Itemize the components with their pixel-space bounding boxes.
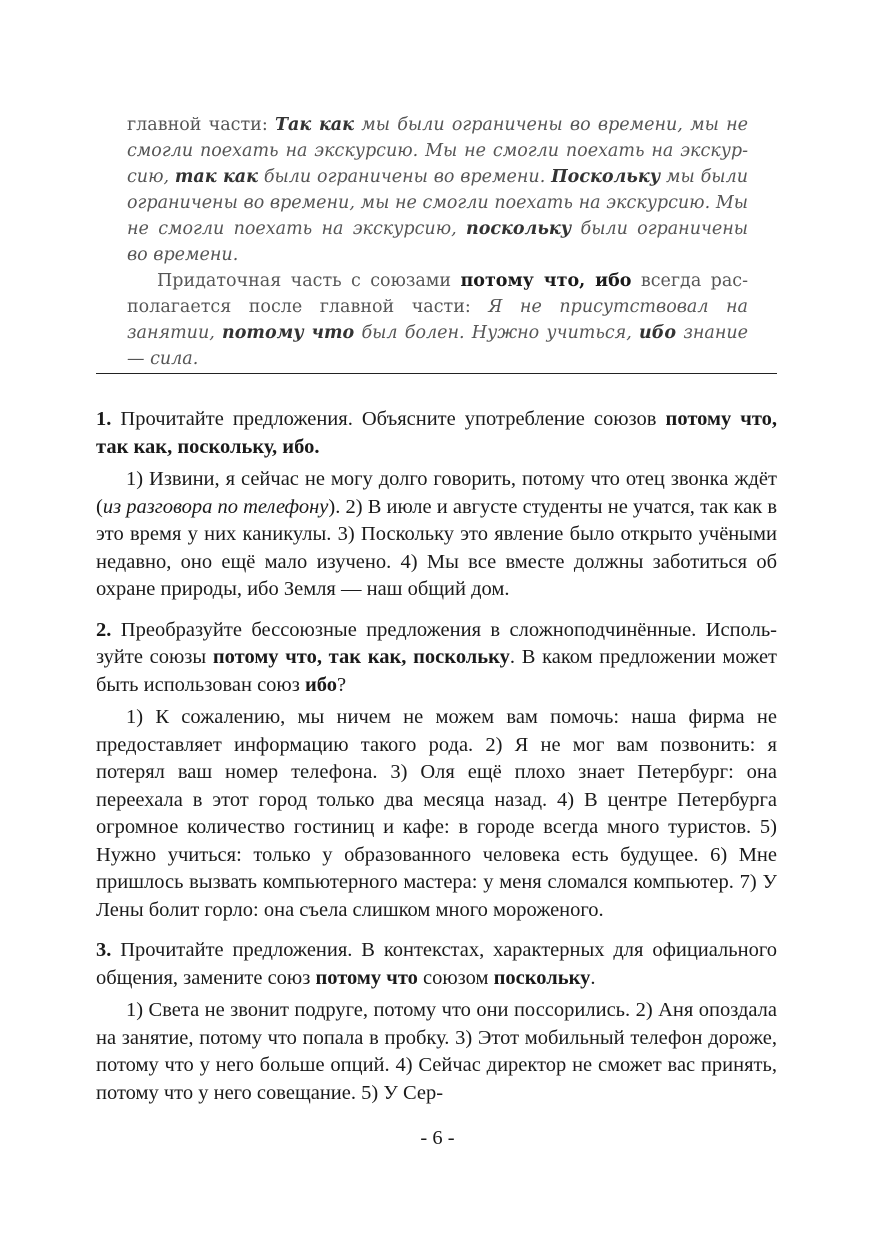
task-2-sentences: 1) К сожалению, мы ничем не можем вам помочь: наша фирма не предоставляет информацию такого рода. 2) Я не мог вам позвонить: я потерял ваш номер телефона. 3) Оля ещё плохо знает Петербург: она переехала в этот город только два месяца назад. 4) В центре Петербурга огромное количество гостиниц и кафе: в городе всегда много туристов. 5) Нужно учиться: только у образованного человека есть будущее. 6) Мне пришлось вызвать компьютерного мастера: у меня сломался компьютер. 7) У Лены болит горло: она съела слишком много мороженого. bbox=[96, 706, 777, 921]
page-number: - 6 - bbox=[420, 1127, 455, 1149]
task-3-instruction: 3. Прочитайте предложения. В контекстах, характерных для официального общения, замените союз потому что союзом поскольку. bbox=[96, 939, 777, 989]
exercises bbox=[96, 406, 777, 1120]
theory-box bbox=[127, 112, 748, 372]
section-divider bbox=[96, 373, 777, 374]
theory-paragraph-2: Придаточная часть с союзами потому что, ибо всегда располагается после главной части: Я не присутствовал на занятии, потому что был болен. Нужно учиться, ибо знание — сила. bbox=[127, 271, 749, 369]
task-2-instruction: 2. Преобразуйте бессоюзные предложения в сложноподчинённые. Используйте союзы потому что, так как, поскольку. В каком предложении может быть использован союз ибо? bbox=[96, 618, 778, 696]
task-1-sentences: 1) Извини, я сейчас не могу долго говорить, потому что отец звонка ждёт (из разговора по телефону). 2) В июле и августе студенты не учатся, так как в это время у них каникулы. 3) Поскольку это явление было открыто учёными недавно, оно ещё мало изучено. 4) Мы все вместе должны заботиться об охране природы, ибо Земля — наш общий дом. bbox=[96, 468, 778, 600]
theory-paragraph-1: главной части: Так как мы были ограничены во времени, мы не смогли поехать на экскурсию. Мы не смогли поехать на экскурсию, так как были ограничены во времени. Поскольку мы были ограничены во времени, мы не смогли поехать на экскурсию. Мы не смогли поехать на экскурсию, поскольку были ограничены во времени. bbox=[127, 115, 749, 265]
task-1-instruction: 1. Прочитайте предложения. Объясните употребление союзов потому что, так как, поскольку, ибо. bbox=[96, 408, 777, 458]
task-3-sentences: 1) Света не звонит подруге, потому что они поссорились. 2) Аня опоздала на занятие, потому что попала в пробку. 3) Этот мобильный телефон дороже, потому что у него больше опций. 4) Сейчас директор не сможет вас принять, потому что у него совещание. 5) У Сер- bbox=[96, 999, 777, 1104]
